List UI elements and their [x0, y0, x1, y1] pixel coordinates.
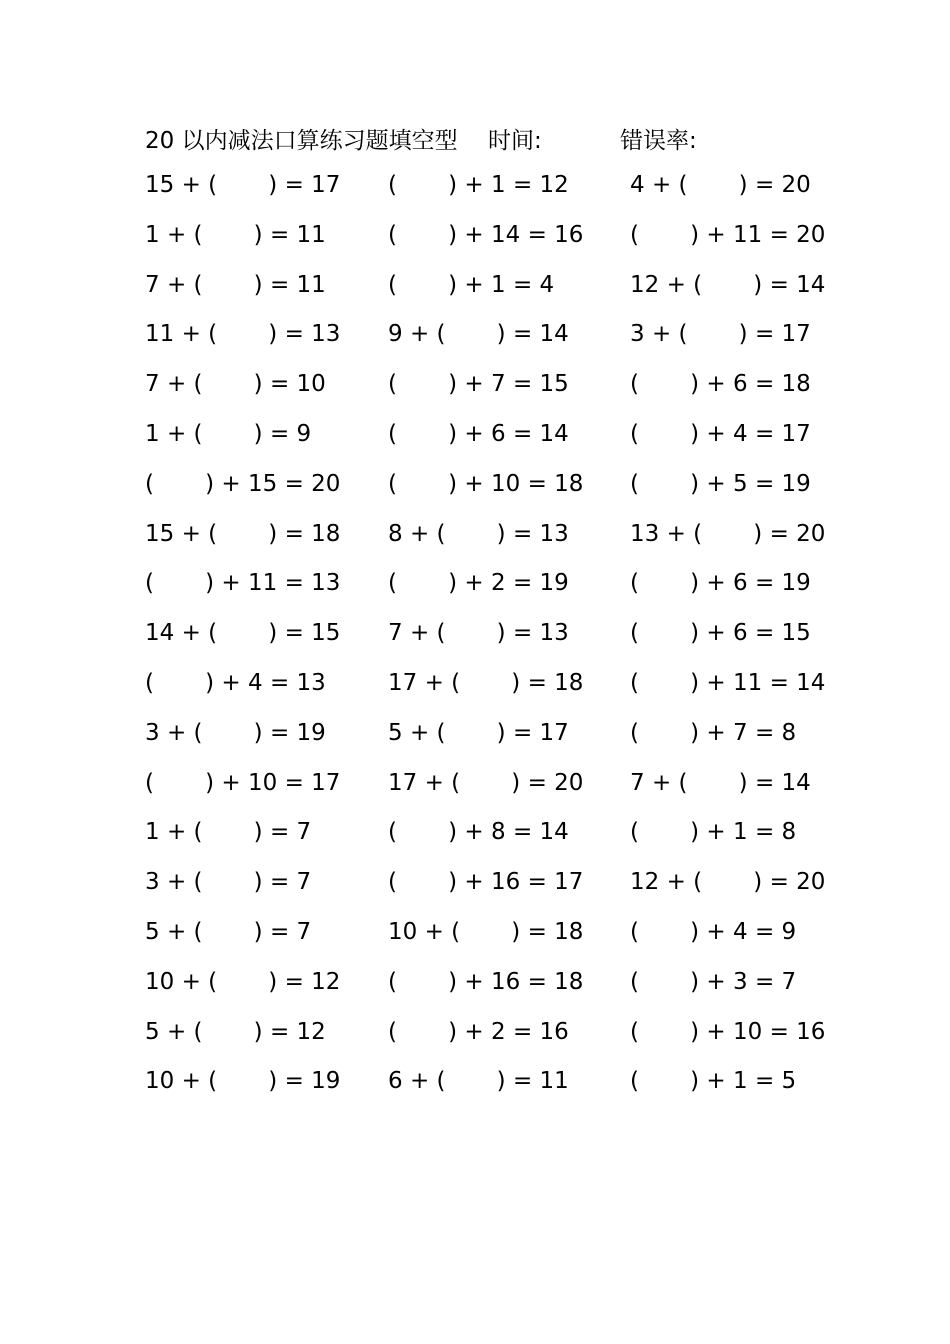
problem-item: ( ) + 4 = 9	[630, 918, 797, 945]
problem-item: 5 + ( ) = 17	[388, 719, 569, 746]
problem-item: ( ) + 2 = 16	[388, 1018, 569, 1045]
problem-item: ( ) + 11 = 13	[145, 570, 341, 597]
problem-item: ( ) + 7 = 8	[630, 719, 797, 746]
problem-item: ( ) + 6 = 14	[388, 420, 569, 447]
problem-row	[0, 670, 950, 720]
problem-item: ( ) + 6 = 19	[630, 570, 811, 597]
problem-row	[0, 819, 950, 869]
problem-item: ( ) + 16 = 17	[388, 869, 584, 896]
problem-item: 7 + ( ) = 11	[145, 271, 326, 298]
problem-item: ( ) + 8 = 14	[388, 819, 569, 846]
problem-grid	[0, 172, 950, 1118]
problem-item: 13 + ( ) = 20	[630, 520, 826, 547]
problem-item: ( ) + 3 = 7	[630, 968, 797, 995]
time-label: 时间:	[488, 128, 542, 154]
problem-item: 10 + ( ) = 12	[145, 968, 341, 995]
problem-item: 12 + ( ) = 20	[630, 869, 826, 896]
problem-row	[0, 421, 950, 471]
problem-item: 1 + ( ) = 11	[145, 221, 326, 248]
problem-item: 3 + ( ) = 19	[145, 719, 326, 746]
problem-item: ( ) + 10 = 18	[388, 470, 584, 497]
problem-item: ( ) + 7 = 15	[388, 371, 569, 398]
problem-item: 12 + ( ) = 14	[630, 271, 826, 298]
problem-item: ( ) + 11 = 14	[630, 669, 826, 696]
problem-item: 9 + ( ) = 14	[388, 321, 569, 348]
problem-item: 5 + ( ) = 7	[145, 918, 312, 945]
problem-item: 3 + ( ) = 17	[630, 321, 811, 348]
problem-item: 5 + ( ) = 12	[145, 1018, 326, 1045]
problem-row	[0, 869, 950, 919]
problem-row	[0, 321, 950, 371]
problem-row	[0, 172, 950, 222]
problem-row	[0, 222, 950, 272]
worksheet-title: 20 以内减法口算练习题填空型	[145, 128, 458, 154]
problem-item: 15 + ( ) = 17	[145, 172, 341, 198]
problem-item: ( ) + 4 = 13	[145, 669, 326, 696]
problem-row	[0, 1019, 950, 1069]
problem-item: ( ) + 10 = 17	[145, 769, 341, 796]
problem-item: ( ) + 2 = 19	[388, 570, 569, 597]
problem-row	[0, 919, 950, 969]
problem-item: 7 + ( ) = 10	[145, 371, 326, 398]
problem-item: 1 + ( ) = 7	[145, 819, 312, 846]
problem-row	[0, 770, 950, 820]
problem-item: 1 + ( ) = 9	[145, 420, 312, 447]
problem-item: 14 + ( ) = 15	[145, 620, 341, 647]
problem-item: ( ) + 1 = 4	[388, 271, 555, 298]
problem-item: ( ) + 6 = 15	[630, 620, 811, 647]
problem-row	[0, 969, 950, 1019]
problem-row	[0, 1068, 950, 1118]
problem-item: 17 + ( ) = 20	[388, 769, 584, 796]
problem-item: ( ) + 16 = 18	[388, 968, 584, 995]
problem-item: ( ) + 14 = 16	[388, 221, 584, 248]
problem-item: ( ) + 4 = 17	[630, 420, 811, 447]
problem-item: ( ) + 10 = 16	[630, 1018, 826, 1045]
problem-row	[0, 620, 950, 670]
problem-item: 7 + ( ) = 14	[630, 769, 811, 796]
problem-item: ( ) + 1 = 12	[388, 172, 569, 198]
problem-row	[0, 471, 950, 521]
problem-item: 4 + ( ) = 20	[630, 172, 811, 198]
problem-item: 3 + ( ) = 7	[145, 869, 312, 896]
problem-row	[0, 371, 950, 421]
problem-item: 7 + ( ) = 13	[388, 620, 569, 647]
problem-item: 10 + ( ) = 18	[388, 918, 584, 945]
problem-row	[0, 570, 950, 620]
worksheet-header	[0, 122, 950, 162]
problem-item: 8 + ( ) = 13	[388, 520, 569, 547]
problem-item: ( ) + 5 = 19	[630, 470, 811, 497]
problem-item: 6 + ( ) = 11	[388, 1068, 569, 1095]
problem-row	[0, 720, 950, 770]
problem-row	[0, 521, 950, 571]
problem-item: ( ) + 1 = 8	[630, 819, 797, 846]
problem-item: 11 + ( ) = 13	[145, 321, 341, 348]
problem-item: ( ) + 11 = 20	[630, 221, 826, 248]
error-rate-label: 错误率:	[620, 128, 697, 154]
problem-row	[0, 272, 950, 322]
problem-item: 10 + ( ) = 19	[145, 1068, 341, 1095]
problem-item: ( ) + 15 = 20	[145, 470, 341, 497]
problem-item: ( ) + 1 = 5	[630, 1068, 797, 1095]
problem-item: 17 + ( ) = 18	[388, 669, 584, 696]
problem-item: ( ) + 6 = 18	[630, 371, 811, 398]
problem-item: 15 + ( ) = 18	[145, 520, 341, 547]
